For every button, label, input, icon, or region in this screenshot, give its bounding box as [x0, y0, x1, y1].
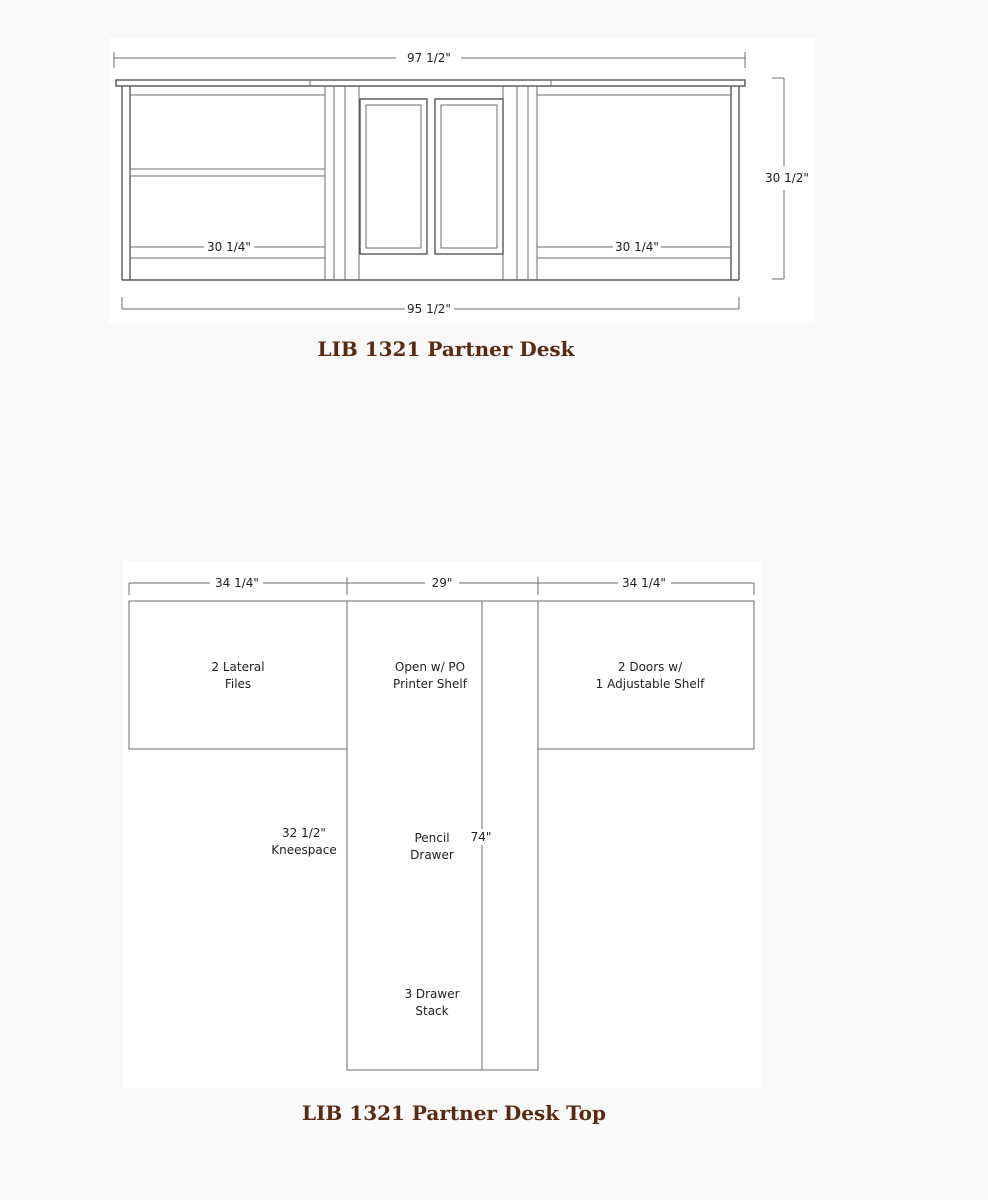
- height-label: 30 1/2": [765, 171, 809, 185]
- plan-drawing: [123, 561, 761, 1088]
- kneespace-label-1: 32 1/2": [282, 826, 326, 840]
- right-inner-label: 30 1/4": [615, 240, 659, 254]
- left-width-dimension: [129, 576, 347, 595]
- plan-caption: LIB 1321 Partner Desk Top: [302, 1101, 606, 1125]
- length-label: 74": [470, 830, 492, 844]
- height-dimension: [765, 78, 809, 279]
- left-pedestal-label-1: 2 Lateral: [211, 660, 265, 674]
- bottom-width-label: 95 1/2": [407, 302, 451, 316]
- left-inner-dimension: [130, 240, 325, 254]
- desk-top-slab: [116, 80, 745, 86]
- left-pedestal: [129, 601, 347, 749]
- kneespace-label-2: Kneespace: [271, 843, 337, 857]
- left-inner-label: 30 1/4": [207, 240, 251, 254]
- top-width-dimension: [114, 51, 745, 68]
- center-width-label: 29": [431, 576, 453, 590]
- plan-svg: [123, 561, 761, 1088]
- drawer-stack-label-1: 3 Drawer: [404, 987, 460, 1001]
- right-width-label: 34 1/4": [622, 576, 666, 590]
- elevation-svg: [109, 38, 815, 323]
- right-width-dimension: [538, 576, 754, 595]
- pencil-drawer-label-1: Pencil: [414, 831, 450, 845]
- left-pedestal-label-2: Files: [224, 677, 252, 691]
- center-pedestal-label-1: Open w/ PO: [394, 660, 466, 674]
- elevation-caption: LIB 1321 Partner Desk: [317, 337, 575, 361]
- right-pedestal-label-2: 1 Adjustable Shelf: [595, 677, 705, 691]
- left-width-label: 34 1/4": [215, 576, 259, 590]
- center-pedestal-label-2: Printer Shelf: [393, 677, 467, 691]
- elevation-drawing: [109, 38, 815, 323]
- right-pedestal-label-1: 2 Doors w/: [617, 660, 683, 674]
- pencil-drawer-label-2: Drawer: [410, 848, 454, 862]
- top-width-label: 97 1/2": [407, 51, 451, 65]
- center-width-dimension: [347, 576, 538, 595]
- bottom-width-dimension: [122, 297, 739, 316]
- right-pedestal: [538, 601, 754, 749]
- drawer-stack-label-2: Stack: [415, 1004, 449, 1018]
- right-inner-dimension: [537, 240, 731, 254]
